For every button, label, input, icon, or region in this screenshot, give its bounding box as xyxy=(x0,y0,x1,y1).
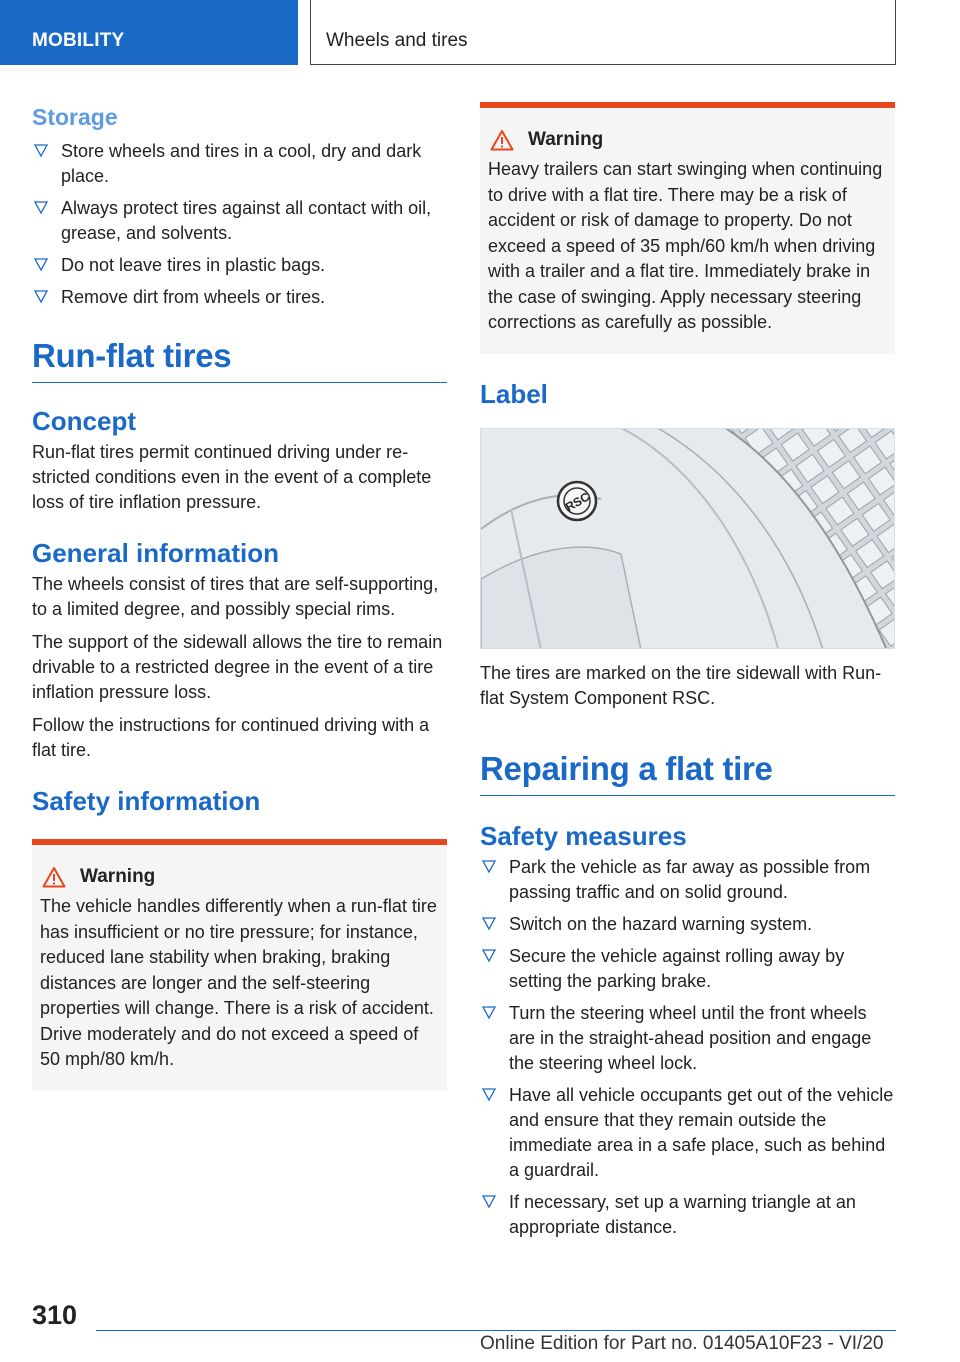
list-item: Have all vehicle occupants get out of the vehicle and ensure that they remain outside the immediate area in a safe place, such as behind a guardrail. xyxy=(480,1083,895,1183)
safety-heading: Safety information xyxy=(32,786,261,816)
list-item: Do not leave tires in plastic bags. xyxy=(32,253,447,278)
list-item: Switch on the hazard warning system. xyxy=(480,912,895,937)
bullet-triangle-icon xyxy=(33,256,49,272)
list-item: Park the vehicle as far away as possible from passing traffic and on solid ground. xyxy=(480,855,895,905)
right-column xyxy=(480,100,895,1247)
bullet-triangle-icon xyxy=(33,142,49,158)
bullet-triangle-icon xyxy=(481,858,497,874)
general-paragraph-1: The wheels consist of tires that are self-supporting, to a limited degree, and possibly special rims. xyxy=(32,574,439,619)
list-item: Always protect tires against all contact with oil, grease, and solvents. xyxy=(32,196,447,246)
left-column xyxy=(32,100,447,1091)
safety-measures-heading: Safety measures xyxy=(480,820,687,851)
general-paragraph-2: The support of the sidewall allows the tire to remain drivable to a restricted degree in the event of a tire inflation pressure loss. xyxy=(32,632,443,702)
storage-heading: Storage xyxy=(32,104,118,130)
list-item: Store wheels and tires in a cool, dry and dark place. xyxy=(32,139,447,189)
general-heading: General information xyxy=(32,538,280,568)
runflat-title: Run-flat tires xyxy=(32,336,447,383)
footer-divider xyxy=(96,1330,896,1331)
tire-illustration xyxy=(480,428,895,649)
warning-box xyxy=(480,102,895,354)
section-title: MOBILITY xyxy=(32,30,125,51)
bullet-triangle-icon xyxy=(33,199,49,215)
warning-icon xyxy=(42,866,66,888)
storage-list xyxy=(32,139,447,310)
safety-measures-list xyxy=(480,855,895,1240)
general-paragraph-3: Follow the instructions for continued driving with a flat tire. xyxy=(32,715,430,760)
warning-title: Warning xyxy=(80,866,156,887)
tire-sidewall-image xyxy=(481,429,895,649)
list-item: If necessary, set up a warning triangle at an appropriate distance. xyxy=(480,1190,895,1240)
rsc-mark: RSC xyxy=(563,488,592,514)
concept-heading: Concept xyxy=(32,406,136,436)
warning-text: The vehicle handles differently when a run-flat tire has insufficient or no tire pressure; for instance, reduced lane stability when braking, braking distances are longer and the self-steering properties will change. There is a risk of accident. Drive moderately and do not exceed a speed of 50 mph/80 km/h. xyxy=(40,896,437,1069)
list-item: Remove dirt from wheels or tires. xyxy=(32,285,447,310)
bullet-triangle-icon xyxy=(33,288,49,304)
bullet-triangle-icon xyxy=(481,1086,497,1102)
edition-text: Online Edition for Part no. 01405A10F23 - VI/20 xyxy=(480,1333,884,1354)
warning-icon xyxy=(490,129,514,151)
label-text: The tires are marked on the tire sidewall with Run-flat System Component RSC. xyxy=(480,662,882,708)
warning-box xyxy=(32,839,447,1091)
warning-title: Warning xyxy=(528,129,604,150)
chapter-tab xyxy=(310,0,896,65)
page-number: 310 xyxy=(32,1300,78,1330)
bullet-triangle-icon xyxy=(481,947,497,963)
bullet-triangle-icon xyxy=(481,1193,497,1209)
list-item: Secure the vehicle against rolling away by setting the parking brake. xyxy=(480,944,895,994)
section-tab xyxy=(0,0,298,65)
repair-title: Repairing a flat tire xyxy=(480,749,895,796)
warning-text: Heavy trailers can start swinging when continuing to drive with a flat tire. There may be a risk of accident or risk of damage to property. Do not exceed a speed of 35 mph/60 km/h when driving with a trailer and a flat tire. Immediately brake in the case of swinging. Apply necessary steering corrections as carefully as possible. xyxy=(488,159,883,332)
concept-text: Run-flat tires permit continued driving under restricted conditions even in the event of a complete loss of tire inflation pressure. xyxy=(32,442,432,512)
bullet-triangle-icon xyxy=(481,1004,497,1020)
chapter-title: Wheels and tires xyxy=(326,30,468,51)
list-item: Turn the steering wheel until the front wheels are in the straight-ahead position and engage the steering wheel lock. xyxy=(480,1001,895,1076)
label-heading: Label xyxy=(480,378,548,409)
bullet-triangle-icon xyxy=(481,915,497,931)
